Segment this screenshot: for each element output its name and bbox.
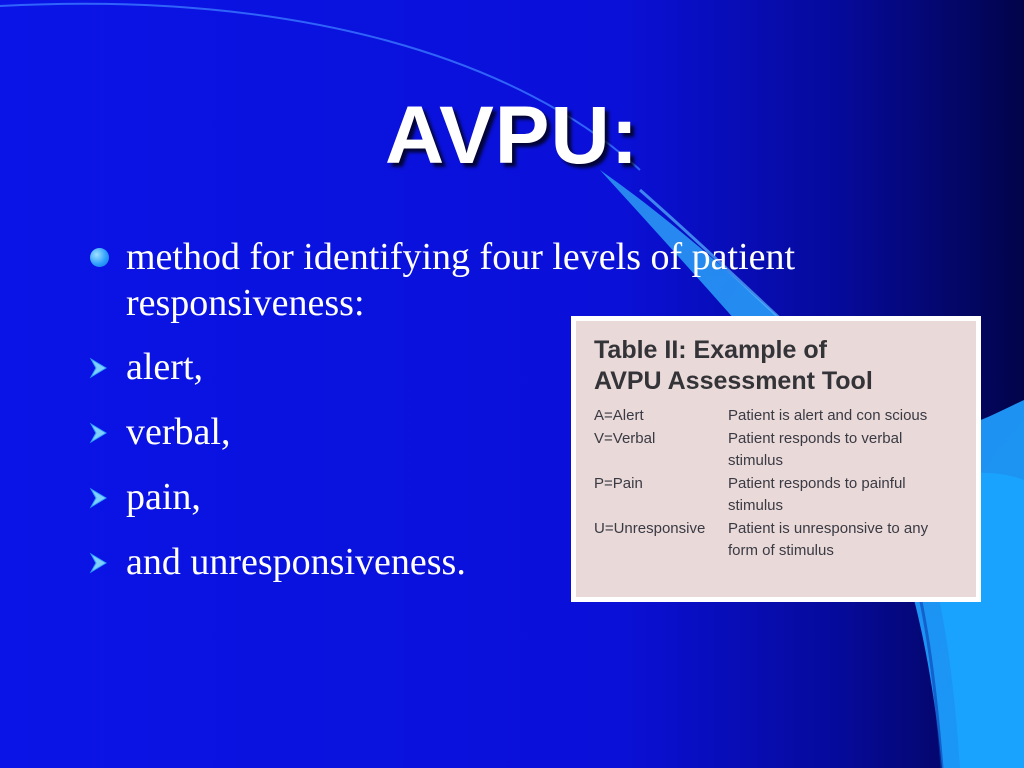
table-title-line: Table II: Example of (594, 336, 827, 364)
table-row-key: P=Pain (594, 475, 643, 492)
slide-title: AVPU: (384, 90, 640, 181)
sub-bullet-text: verbal, (126, 411, 231, 453)
arrow-bullet-icon (88, 487, 112, 509)
main-bullet-item (88, 234, 956, 326)
table-title (594, 335, 964, 397)
table-row-key: A=Alert (594, 407, 644, 424)
arrow-bullet-icon (88, 422, 112, 444)
arrow-bullet-icon (88, 552, 112, 574)
table-row (594, 428, 964, 472)
table-row (594, 473, 964, 517)
table-row-key: V=Verbal (594, 430, 656, 447)
avpu-table-image (571, 316, 981, 602)
arrow-bullet-icon (88, 357, 112, 379)
table-row (594, 405, 964, 427)
table-row-value: Patient responds to verbal stimulus (728, 430, 903, 469)
bullet-dot-icon (90, 248, 109, 267)
table-row (594, 518, 964, 562)
avpu-table (576, 321, 976, 597)
sub-bullet-text: and unresponsiveness. (126, 541, 466, 583)
table-title-line: AVPU Assessment Tool (594, 367, 873, 395)
sub-bullet-text: alert, (126, 346, 204, 388)
table-row-value: Patient is unresponsive to any form of stimulus (728, 520, 929, 559)
table-row-value: Patient is alert and con scious (728, 407, 928, 424)
main-bullet-text: method for identifying four levels of patient responsiveness: (126, 236, 796, 324)
table-row-key: U=Unresponsive (594, 520, 706, 537)
table-row-value: Patient responds to painful stimulus (728, 475, 906, 514)
sub-bullet-text: pain, (126, 476, 201, 518)
